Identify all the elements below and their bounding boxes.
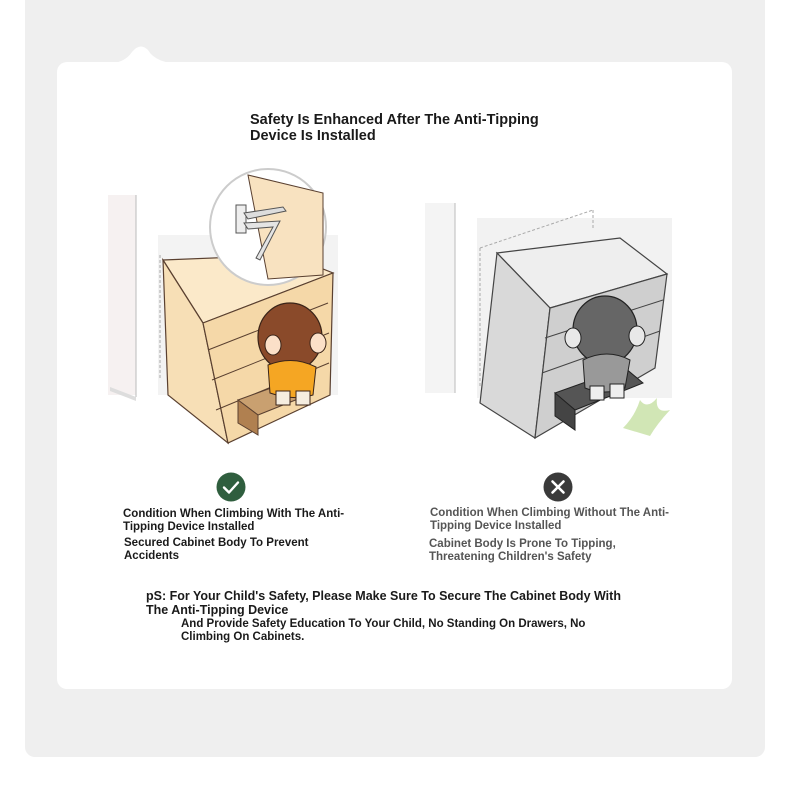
checkmark-circle-icon (216, 472, 246, 502)
cross-circle-icon (543, 472, 573, 502)
secured-caption-heading: Condition When Climbing With The Anti-Tipping Device Installed (123, 508, 345, 533)
secured-caption-detail: Secured Cabinet Body To Prevent Accidents (124, 537, 309, 562)
page-title: Safety Is Enhanced After The Anti-Tipping Device Is Installed (250, 112, 539, 144)
secured-cabinet-illustration (108, 165, 353, 450)
safety-note-line-1: pS: For Your Child's Safety, Please Make Sure To Secure The Cabinet Body With The Anti-Tipping Device (146, 589, 621, 617)
safety-note-line-2: And Provide Safety Education To Your Child, No Standing On Drawers, No Climbing On Cabinets. (181, 618, 586, 643)
unsecured-caption-detail: Cabinet Body Is Prone To Tipping, Threatening Children's Safety (429, 538, 616, 563)
tipping-cabinet-illustration (425, 188, 675, 443)
unsecured-caption-heading: Condition When Climbing Without The Anti-Tipping Device Installed (430, 507, 669, 532)
